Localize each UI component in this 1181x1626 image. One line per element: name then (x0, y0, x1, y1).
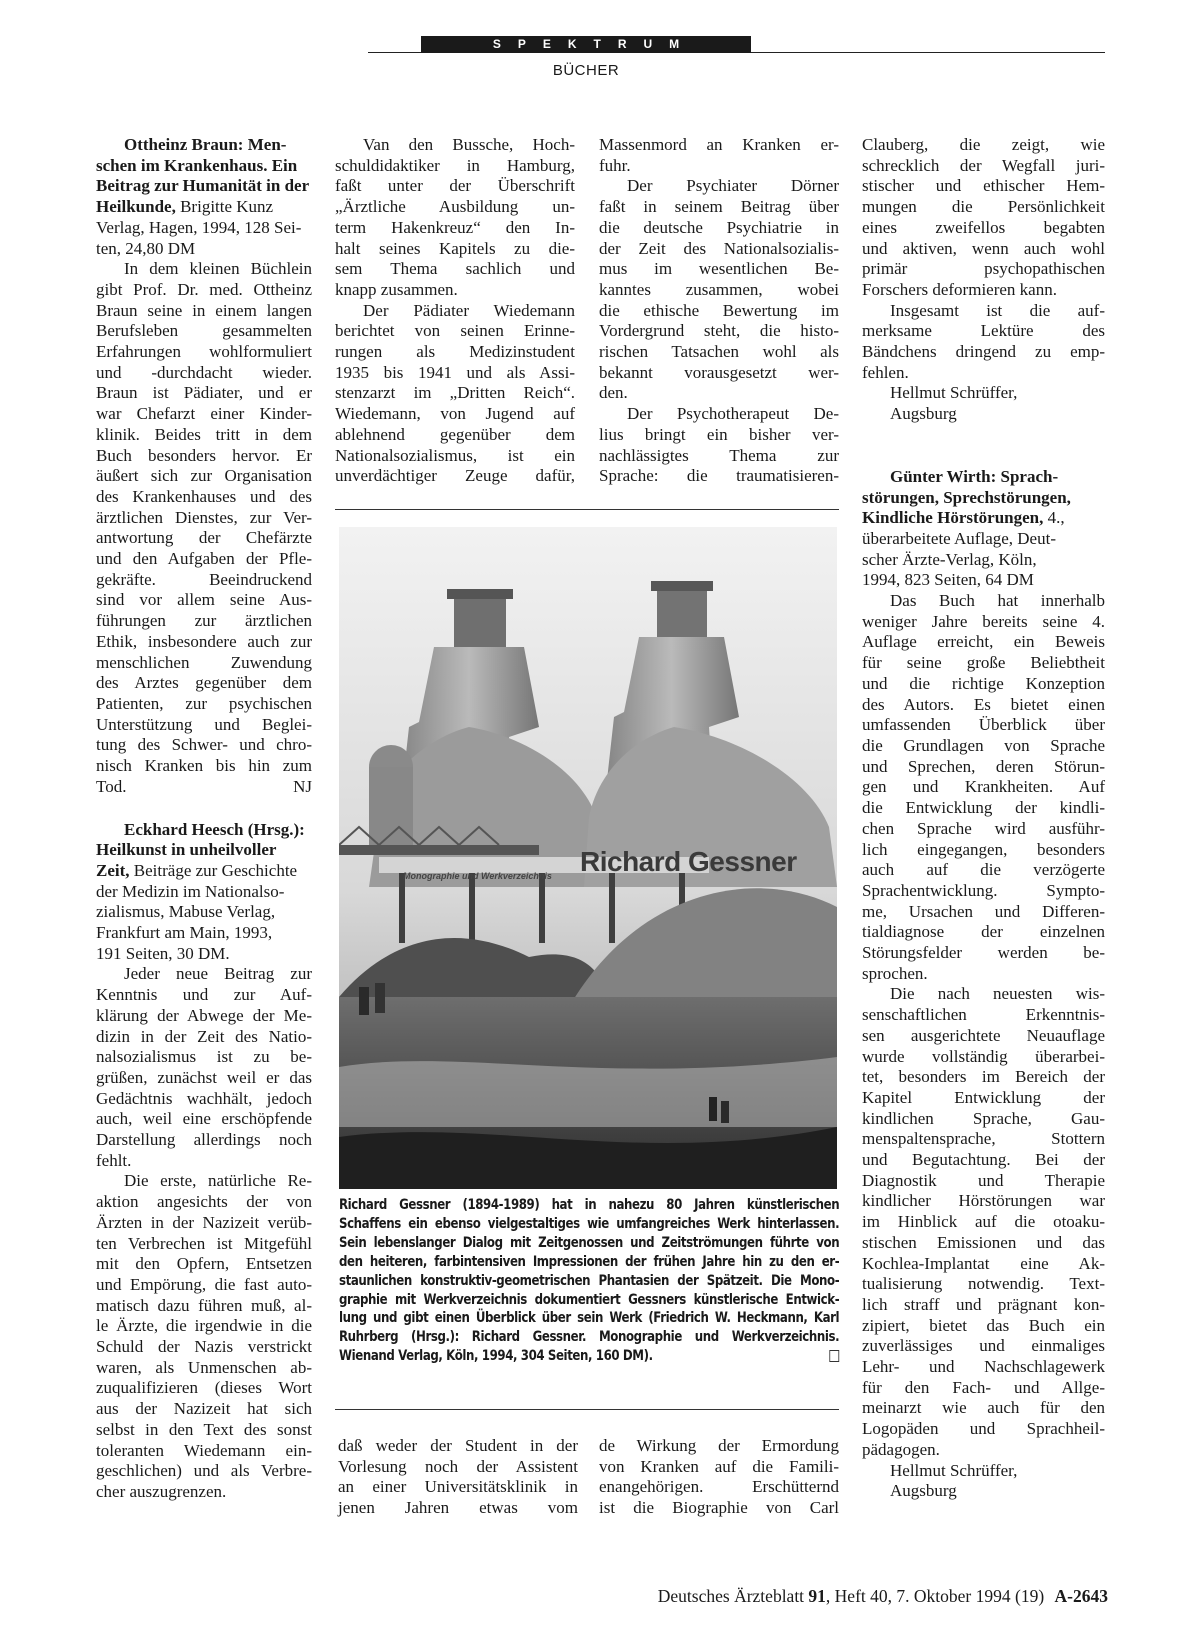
column-1 (96, 135, 312, 1503)
review1-publisher: Brigitte Kunz (175, 197, 274, 217)
review2-para2-line: geschlichen) und als Verbre- (96, 1461, 312, 1481)
column-4-line: Insgesamt ist die auf- (890, 300, 1105, 320)
figure-caption (339, 1196, 839, 1366)
column-4-line: stischer und ethischer Hem- (862, 176, 1105, 196)
column-4 (862, 135, 1105, 1502)
reviewer3-name: Hellmut Schrüffer, (890, 1460, 1018, 1480)
review3-para1-line: auch auf die verzögerte (862, 860, 1105, 880)
review3-para2-line: senschaftlichen Erkenntnis- (862, 1005, 1105, 1025)
review1-body-line: äußert sich zur Organisation (96, 466, 312, 486)
column-3-line: Der Psychiater Dörner (627, 176, 839, 196)
review2-para2-line: le Ärzte, die irgendwie in die (96, 1316, 312, 1336)
review3-para1-line: gen und Krankheiten. Auf (862, 777, 1105, 797)
column-4-line: Forschers deformieren kann. (862, 279, 1057, 299)
review1-body-line: Berufsleben gesammelten (96, 321, 312, 341)
column-3-line: mus im wesentlichen Be- (599, 259, 839, 279)
review3-para1-line: lich eingegangen, besonders (862, 839, 1105, 859)
column-4-line: schrecklich der Wegfall juri- (862, 155, 1105, 175)
review1-body-line: gekräfte. Beeindruckend (96, 569, 312, 589)
review2-para2-line: cher auszugrenzen. (96, 1482, 227, 1501)
page-footer (580, 1586, 1108, 1607)
review3-heading-line: Kindliche Hörstörungen, (862, 508, 1044, 528)
review3-para1-line: chen Sprache wird ausführ- (862, 818, 1105, 838)
column-3 (599, 135, 839, 487)
review3-pub-line: scher Ärzte-Verlag, Köln, (862, 549, 1037, 569)
review2-para2-line: waren, als Unmenschen ab- (96, 1357, 312, 1377)
footer-volume: 91 (808, 1586, 826, 1606)
review2-para2-line: ten Verbrechen ist Mitgefühl (96, 1233, 312, 1253)
review3-para2-line: menspaltensprache, Stottern (862, 1129, 1105, 1149)
caption-line: Ruhrberg (Hrsg.): Richard Gessner. Monographie und Werkverzeichnis. (339, 1329, 840, 1346)
figure-top-rule (335, 509, 839, 510)
column-2-line: ablehnend gegenüber dem (335, 424, 575, 444)
review1-body-line: menschlichen Zuwendung (96, 652, 312, 672)
review3-para1-line: die Grundlagen von Sprache (862, 735, 1105, 755)
review3-para1 (862, 591, 1105, 984)
review3-para1-line: sprochen. (862, 963, 928, 983)
column-2-bottom-line: daß weder der Student in der (338, 1436, 578, 1455)
review1-body-line: Ethik, insbesondere auch zur (96, 631, 312, 651)
review1-body-line: und den Aufgaben der Pfle- (96, 549, 312, 569)
review2-pub-line: Frankfurt am Main, 1993, (96, 923, 273, 943)
column-4-line: und aktiven, wenn auch wohl (862, 238, 1105, 258)
column-2-bottom-line: jenen Jahren etwas vom (338, 1498, 578, 1518)
column-2-line: unverdächtiger Zeuge dafür, (335, 466, 575, 486)
review3-heading-line: störungen, Sprechstörungen, (862, 487, 1071, 507)
review2-continuation (862, 135, 1105, 301)
review3-para2-line: pädagogen. (862, 1439, 940, 1459)
review3-heading (862, 467, 1105, 591)
review3-para1-line: und die richtige Konzeption (862, 673, 1105, 693)
review2-para2-line: toleranten Wiedemann ein- (96, 1440, 312, 1460)
review3-para1-line: Das Buch hat innerhalb (890, 591, 1105, 611)
figure-subtitle: Monographie und Werkverzeichnis (403, 871, 552, 881)
column-2-line: stenzarzt im „Dritten Reich“. (335, 383, 575, 403)
review1-body-line: tung des Schwer- und chro- (96, 735, 312, 755)
review2-para1-line: auch, weil eine erschöpfende (96, 1109, 312, 1129)
review2-para1-line: Darstellung allerdings noch (96, 1130, 312, 1150)
column-3-line: faßt in seinem Beitrag über (599, 197, 839, 217)
column-2-line: knapp zusammen. (335, 279, 458, 299)
column-2-bottom-line: Vorlesung noch der Assistent (338, 1456, 578, 1476)
column-2-line: berichtet von seinen Erinne- (335, 321, 575, 341)
review1-body-line: des Arztes gegenüber dem (96, 673, 312, 693)
review2-para2-line: aktion angesichts der von (96, 1192, 312, 1212)
review1-body-line: gibt Prof. Dr. med. Ottheinz (96, 279, 312, 299)
review1-body-line: In dem kleinen Büchlein (124, 259, 312, 279)
footer-issue: , Heft 40, 7. Oktober 1994 (19) (825, 1586, 1045, 1606)
review3-para2-line: kindlichen Sprache, Gau- (862, 1108, 1105, 1128)
review1-pub-line: ten, 24,80 DM (96, 238, 196, 258)
review2-pub-line: zialismus, Mabuse Verlag, (96, 902, 276, 922)
review2-heading (96, 820, 312, 965)
review3-para2-line: sen ausgerichtete Neuauflage (862, 1025, 1105, 1045)
review1-signature: NJ (293, 776, 312, 796)
review2-para1-line: Jeder neue Beitrag zur (124, 964, 312, 984)
end-of-article-box-icon (829, 1350, 839, 1362)
review3-para2-line: Die nach neuesten wis- (890, 984, 1105, 1004)
review1-body-line: Braun seine in einem langen (96, 300, 312, 320)
review2-heading-line: Zeit, (96, 860, 130, 880)
footer-journal: Deutsches Ärzteblatt (657, 1586, 805, 1606)
review3-para2-line: meinarzt wie auch für den (862, 1398, 1105, 1418)
review3-para1-line: Auflage erreicht, ein Beweis (862, 632, 1105, 652)
review3-para2-line: kindlicher Hörstörungen war (862, 1191, 1105, 1211)
review2-para1 (96, 964, 312, 1171)
column-3-line: kanntes zusammen, wobei (599, 279, 839, 299)
column-2-line: Nationalsozialismus, ist ein (335, 445, 575, 465)
column-2-line: term Hakenkreuz“ den In- (335, 217, 575, 237)
column-3-line: Sprache: die traumatisieren- (599, 466, 839, 486)
figure-bottom-rule (335, 1409, 839, 1410)
review3-para1-line: des Autors. Es bietet einen (862, 694, 1105, 714)
review3-para2-line: zipiert, bietet das Buch ein (862, 1315, 1105, 1335)
column-3-line: den. (599, 383, 628, 403)
column-3-line: die deutsche Psychiatrie in (599, 217, 839, 237)
column-2-line: sem Thema sachlich und (335, 259, 575, 279)
review3-para2-line: für den Fach- und Allge- (862, 1377, 1105, 1397)
review3-para1-line: Störungsfelder werden be- (862, 943, 1105, 963)
review2-para2-line: und Empörung, die fast auto- (96, 1274, 312, 1294)
review2-para1-line: dizin in der Zeit des Natio- (96, 1026, 312, 1046)
review1-body-line: antwortung der Chefärzte (96, 528, 312, 548)
review1-body-line: führungen zur ärztlichen (96, 611, 312, 631)
review2-para1-line: grüßen, zunächst weil er das (96, 1067, 312, 1087)
section-subtitle: BÜCHER (552, 62, 620, 79)
column-3-line: die ethische Bewertung im (599, 300, 839, 320)
column-3-bottom (599, 1436, 839, 1519)
column-2-line: schuldidaktiker in Hamburg, (335, 155, 575, 175)
column-2-line: Der Pädiater Wiedemann (363, 300, 575, 320)
column-2-line: rungen als Medizinstudent (335, 342, 575, 362)
review1-last-line (96, 777, 312, 798)
column-2-bottom-line: an einer Universitätsklinik in (338, 1477, 578, 1497)
column-3-bottom-line: ist die Biographie von Carl (599, 1498, 839, 1518)
column-3-line: nachlässigtes Thema zur (599, 445, 839, 465)
review1-body (96, 259, 312, 777)
review3-para2-line: stischen Emissionen und das (862, 1232, 1105, 1252)
review2-para2-line: zuqualifizieren (dieses Wort (96, 1378, 312, 1398)
review1-heading-line: Heilkunde, (96, 197, 176, 217)
column-3-line: rischen Tatsachen wohl als (599, 342, 839, 362)
column-3-line: Massenmord an Kranken er- (599, 135, 839, 154)
review3-para1-line: me, Ursachen und Differen- (862, 901, 1105, 921)
review2-para2-line: matisch dazu führen muß, al- (96, 1295, 312, 1315)
footer-page: A-2643 (1054, 1586, 1108, 1606)
column-3-line: fuhr. (599, 155, 631, 175)
column-2-line: Van den Bussche, Hoch- (363, 135, 575, 154)
review1-heading-line: schen im Krankenhaus. Ein (96, 155, 298, 175)
review2-para1-line: fehlt. (96, 1150, 132, 1170)
review1-body-line: Braun ist Pädiater, und er (96, 383, 312, 403)
column-4-line: fehlen. (862, 362, 909, 382)
column-2-line: „Ärztliche Ausbildung un- (335, 197, 575, 217)
review1-body-line: und -durchdacht wieder. (96, 362, 312, 382)
review1-body-line: klinik. Beides tritt in dem (96, 424, 312, 444)
review3-para2-line: tet, besonders im Bereich der (862, 1067, 1105, 1087)
column-4-line: Clauberg, die zeigt, wie (862, 135, 1105, 154)
column-4-line: mungen die Persönlichkeit (862, 197, 1105, 217)
review3-para2-line: Kochlea-Implantat eine Ak- (862, 1253, 1105, 1273)
review1-body-line: Unterstützung und Beglei- (96, 714, 312, 734)
review2-publisher: Beiträge zur Geschichte (129, 860, 298, 880)
review3-para2-line: lich straff und prägnant kon- (862, 1294, 1105, 1314)
review1-body-line: Erfahrungen wohlformuliert (96, 342, 312, 362)
review1-body-line: war Chefarzt einer Kinder- (96, 404, 312, 424)
review2-para1-line: Kenntnis und zur Auf- (96, 985, 312, 1005)
review1-pub-line: Verlag, Hagen, 1994, 128 Sei- (96, 217, 302, 237)
review3-heading-pub-line (862, 508, 1105, 529)
review3-para1-line: und Sprechen, deren Störun- (862, 756, 1105, 776)
review2-para1-line: Gedächtnis wachhält, jedoch (96, 1088, 312, 1108)
reviewer3-city: Augsburg (890, 1481, 957, 1501)
column-4-line: primär psychopathischen (862, 259, 1105, 279)
review1-body-line: des Krankenhauses und des (96, 486, 312, 506)
caption-line: Schaffens ein ebenso vielgestaltiges wie umfangreiches Werk hinterlassen. (339, 1215, 840, 1232)
review3-para1-line: die Entwicklung der kindli- (862, 798, 1105, 818)
column-2-line: Wiedemann, von Jugend auf (335, 404, 575, 424)
review1-body-line: sind vor allem seine Aus- (96, 590, 312, 610)
review2-para2-line: Ärzten in der Nazizeit verüb- (96, 1212, 312, 1232)
column-3-line: der Zeit des Nationalsozialis- (599, 238, 839, 258)
column-4-line: merksame Lektüre des (862, 321, 1105, 341)
review2-para2-line: mit den Opfern, Entsetzen (96, 1254, 312, 1274)
review1-body-line: Patienten, zur psychischen (96, 693, 312, 713)
caption-line: Sein lebenslanger Dialog mit Zeitgenossen und Zeitströmungen führte von (339, 1234, 840, 1251)
review2-pub-line: der Medizin im Nationalso- (96, 881, 285, 901)
caption-line: graphie mit Werkverzeichnis dokumentiert Gessners künstlerische Entwick- (339, 1291, 840, 1308)
column-3-line: lius bringt ein bisher ver- (599, 424, 839, 444)
section-title: SPEKTRUM (421, 36, 751, 53)
caption-line: Richard Gessner (1894-1989) hat in nahezu 80 Jahren künstlerischen (339, 1197, 840, 1213)
review1-last-word: Tod. (96, 776, 127, 796)
reviewer-name: Hellmut Schrüffer, (890, 383, 1018, 403)
column-3-line: Der Psychotherapeut De- (627, 404, 839, 424)
review1-body-line: nisch Kranken bis hin zum (96, 756, 312, 776)
review3-para1-line: tialdiagnose der einzelnen (862, 922, 1105, 942)
review1-heading-line: Ottheinz Braun: Men- (124, 135, 287, 154)
review2-para2-line: Schuld der Nazis verstrickt (96, 1337, 312, 1357)
column-2-line: halt seines Kapitels zu die- (335, 238, 575, 258)
caption-line: Wienand Verlag, Köln, 1994, 304 Seiten, 160 DM). (339, 1347, 839, 1366)
column-3-bottom-line: von Kranken auf die Famili- (599, 1456, 839, 1476)
review2-para2-line: selbst in den Text des sonst (96, 1419, 312, 1439)
review3-para2-line: Logopäden und Sprachheil- (862, 1419, 1105, 1439)
review3-para1-line: für seine große Beliebtheit (862, 653, 1105, 673)
review3-pub-line: überarbeitete Auflage, Deut- (862, 528, 1056, 548)
review2-conclusion (862, 301, 1105, 384)
review1-heading (96, 135, 312, 259)
review2-pub-line: 191 Seiten, 30 DM. (96, 943, 230, 963)
review1-heading-line: Beitrag zur Humanität in der (96, 176, 310, 196)
review2-heading-line: Heilkunst in unheilvoller (96, 840, 277, 860)
review2-para2-line: Die erste, natürliche Re- (124, 1171, 312, 1191)
review3-para2-line: zuverlässiges und einmaliges (862, 1336, 1105, 1356)
review3-edition: 4., (1043, 508, 1065, 528)
review2-heading-line: Eckhard Heesch (Hrsg.): (124, 819, 305, 839)
column-2-bottom (338, 1436, 578, 1519)
caption-line: staunlichen konstruktiv-geometrischen Phantasien der Spätzeit. Die Mono- (339, 1272, 840, 1289)
review3-para1-line: Sprachentwicklung. Sympto- (862, 880, 1105, 900)
column-2-line: faßt unter der Überschrift (335, 176, 575, 196)
review3-para2 (862, 984, 1105, 1460)
reviewer-city: Augsburg (890, 404, 957, 424)
column-4-line: Bändchens dringend zu emp- (862, 342, 1105, 362)
review3-para2-line: Lehr- und Nachschlagewerk (862, 1357, 1105, 1377)
column-3-bottom-line: enangehörigen. Erschütternd (599, 1477, 839, 1497)
review3-para1-line: umfassenden Überblick über (862, 715, 1105, 735)
review3-pub-line: 1994, 823 Seiten, 64 DM (862, 570, 1034, 590)
review3-para2-line: wurde vollständig überarbei- (862, 1046, 1105, 1066)
column-3-line: bekannt vorausgesetzt wer- (599, 362, 839, 382)
review3-para2-line: im Hinblick auf die otoaku- (862, 1212, 1105, 1232)
review1-body-line: Buch besonders hervor. Er (96, 445, 312, 465)
review3-heading-line: Günter Wirth: Sprach- (890, 466, 1059, 486)
column-2 (335, 135, 575, 487)
review2-para2-line: aus der Nazizeit hat sich (96, 1399, 312, 1419)
review3-para2-line: Diagnostik und Therapie (862, 1170, 1105, 1190)
review2-para1-line: klärung der Abwege der Me- (96, 1005, 312, 1025)
column-2-line: 1935 bis 1941 und als Assi- (335, 362, 575, 382)
review1-body-line: ärztlichen Dienstes, zur Ver- (96, 507, 312, 527)
caption-line: lung und gibt einen Überblick über sein Werk (Friedrich W. Heckmann, Karl (339, 1310, 840, 1327)
review3-para1-line: weniger Jahre bereits seine 4. (862, 611, 1105, 631)
column-3-bottom-line: de Wirkung der Ermordung (599, 1436, 839, 1455)
review2-para1-line: nalsozialismus ist zu be- (96, 1047, 312, 1067)
review1-heading-pub-line (96, 197, 312, 218)
review2-para2 (96, 1171, 312, 1502)
review3-para2-line: und Begutachtung. Bei der (862, 1150, 1105, 1170)
figure-title: Richard Gessner (580, 846, 797, 877)
caption-line: den heiteren, farbintensiven Impressionen der frühen Jahre hin zu den er- (339, 1253, 840, 1270)
review2-heading-pub-line (96, 861, 312, 882)
review3-para2-line: tualisierung notwendig. Text- (862, 1274, 1105, 1294)
column-4-line: eines zweifellos begabten (862, 217, 1105, 237)
review3-para2-line: Kapitel Entwicklung der (862, 1087, 1105, 1107)
column-3-line: Vordergrund steht, die histo- (599, 321, 839, 341)
